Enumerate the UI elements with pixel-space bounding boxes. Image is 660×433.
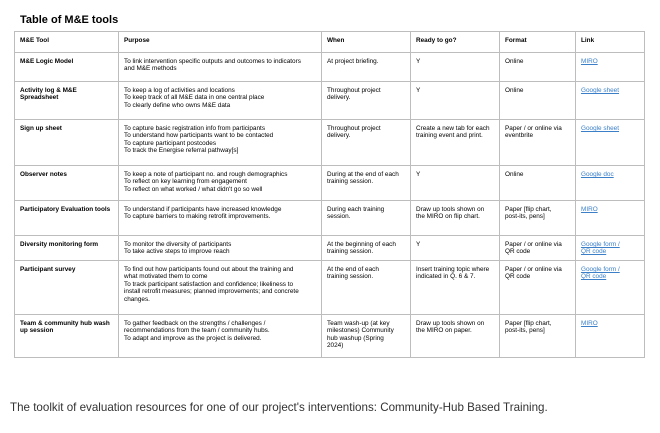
format-line: Online bbox=[505, 171, 524, 178]
purpose-line: To reflect on key learning from engagement bbox=[124, 178, 247, 186]
ready-line: Y bbox=[416, 171, 421, 178]
link-cell bbox=[576, 201, 645, 236]
ready-line: the MIRO on paper. bbox=[416, 327, 472, 335]
purpose-line: To capture participant postcodes bbox=[124, 139, 217, 147]
purpose-line: recommendations from the team / community hubs. bbox=[124, 327, 270, 335]
column-header: Link bbox=[576, 32, 645, 53]
resource-link[interactable]: MIRO bbox=[581, 206, 598, 213]
link-cell bbox=[576, 120, 645, 166]
format-cell bbox=[500, 82, 576, 120]
format-cell bbox=[500, 166, 576, 201]
when-line: Team wash-up (at key bbox=[327, 320, 390, 327]
table-title: Table of M&E tools bbox=[20, 14, 119, 26]
purpose-line: To capture barriers to making retrofit improvements. bbox=[124, 213, 271, 221]
header-row bbox=[15, 32, 645, 53]
purpose-cell bbox=[119, 201, 322, 236]
format-cell bbox=[500, 261, 576, 315]
image-caption: The toolkit of evaluation resources for one of our project's interventions: Community-Hub Based Training. bbox=[10, 401, 548, 414]
format-cell bbox=[500, 53, 576, 82]
purpose-line: To understand how participants want to be contacted bbox=[124, 132, 274, 140]
me-tools-table bbox=[14, 31, 645, 358]
ready-line: Draw up tools shown on bbox=[416, 206, 485, 213]
resource-link[interactable]: Google sheet bbox=[581, 87, 620, 94]
when-line: Throughout project bbox=[327, 87, 381, 94]
when-cell bbox=[322, 82, 411, 120]
resource-link[interactable]: Google form / bbox=[581, 241, 620, 248]
purpose-line: To gather feedback on the strengths / challenges / bbox=[124, 320, 266, 327]
resource-link[interactable]: MIRO bbox=[581, 320, 598, 327]
ready-cell bbox=[411, 82, 500, 120]
purpose-line: what motivated them to come bbox=[124, 273, 208, 281]
when-line: At the beginning of each bbox=[327, 241, 396, 248]
purpose-line: To understand if participants have increased knowledge bbox=[124, 206, 282, 213]
when-cell bbox=[322, 236, 411, 261]
resource-link[interactable]: MIRO bbox=[581, 58, 598, 65]
table-row bbox=[15, 53, 645, 82]
purpose-line: To clearly define who owns M&E data bbox=[124, 101, 231, 109]
ready-line: Draw up tools shown on bbox=[416, 320, 485, 327]
table-row bbox=[15, 201, 645, 236]
ready-line: training event and print. bbox=[416, 132, 483, 140]
ready-line: Create a new tab for each bbox=[416, 125, 490, 132]
format-line: Paper [flip chart, bbox=[505, 320, 552, 327]
purpose-line: To keep track of all M&E data in one central place bbox=[124, 94, 265, 102]
resource-link[interactable]: Google form / bbox=[581, 266, 620, 273]
ready-cell bbox=[411, 120, 500, 166]
when-line: training session. bbox=[327, 178, 374, 186]
link-cell bbox=[576, 261, 645, 315]
when-cell bbox=[322, 53, 411, 82]
when-cell bbox=[322, 120, 411, 166]
resource-link[interactable]: Google doc bbox=[581, 171, 614, 178]
format-cell bbox=[500, 120, 576, 166]
ready-cell bbox=[411, 53, 500, 82]
ready-line: Y bbox=[416, 241, 421, 248]
link-cell bbox=[576, 53, 645, 82]
purpose-line: changes. bbox=[124, 295, 150, 303]
column-header: M&E Tool bbox=[15, 32, 119, 53]
when-line: training session. bbox=[327, 273, 374, 281]
when-cell bbox=[322, 201, 411, 236]
format-line: eventbrite bbox=[505, 132, 534, 140]
format-line: Paper / or online via bbox=[505, 125, 562, 132]
purpose-line: To take active steps to improve reach bbox=[124, 248, 230, 256]
when-line: delivery. bbox=[327, 94, 351, 102]
purpose-line: To link intervention specific outputs and outcomes to indicators bbox=[124, 58, 301, 65]
resource-link[interactable]: QR code bbox=[581, 248, 607, 256]
purpose-line: To keep a note of participant no. and rough demographics bbox=[124, 171, 288, 178]
format-line: QR code bbox=[505, 273, 531, 281]
ready-line: Y bbox=[416, 58, 421, 65]
tool-name-cell: Participatory Evaluation tools bbox=[15, 201, 119, 236]
purpose-line: To adapt and improve as the project is delivered. bbox=[124, 334, 262, 342]
purpose-cell bbox=[119, 166, 322, 201]
when-line: 2024) bbox=[327, 342, 344, 350]
tool-name-cell: Diversity monitoring form bbox=[15, 236, 119, 261]
purpose-line: To find out how participants found out about the training and bbox=[124, 266, 294, 273]
purpose-cell bbox=[119, 236, 322, 261]
format-cell bbox=[500, 201, 576, 236]
when-cell bbox=[322, 261, 411, 315]
when-line: delivery. bbox=[327, 132, 351, 140]
purpose-line: To keep a log of activities and locations bbox=[124, 87, 235, 94]
link-cell bbox=[576, 315, 645, 358]
column-header: Ready to go? bbox=[411, 32, 500, 53]
tool-name-cell: Sign up sheet bbox=[15, 120, 119, 166]
format-line: Paper / or online via bbox=[505, 266, 562, 273]
purpose-line: To track participant satisfaction and confidence; likeliness to bbox=[124, 280, 294, 288]
resource-link[interactable]: Google sheet bbox=[581, 125, 620, 132]
when-line: At project briefing. bbox=[327, 58, 379, 65]
purpose-line: To reflect on what worked / what didn't go so well bbox=[124, 185, 263, 193]
ready-cell bbox=[411, 261, 500, 315]
when-cell bbox=[322, 315, 411, 358]
tool-name-cell: Activity log & M&E Spreadsheet bbox=[15, 82, 119, 120]
ready-line: the MIRO on flip chart. bbox=[416, 213, 480, 221]
when-line: training session. bbox=[327, 248, 374, 256]
ready-line: Y bbox=[416, 87, 421, 94]
purpose-cell bbox=[119, 120, 322, 166]
column-header: Purpose bbox=[119, 32, 322, 53]
table-row bbox=[15, 315, 645, 358]
table-row bbox=[15, 261, 645, 315]
format-line: Paper / or online via bbox=[505, 241, 562, 248]
link-cell bbox=[576, 82, 645, 120]
format-line: Online bbox=[505, 87, 524, 94]
purpose-cell bbox=[119, 53, 322, 82]
purpose-line: To capture basic registration info from participants bbox=[124, 125, 266, 132]
ready-cell bbox=[411, 236, 500, 261]
when-line: During each training bbox=[327, 206, 385, 213]
resource-link[interactable]: QR code bbox=[581, 273, 607, 281]
ready-line: indicated in Q. 6 & 7. bbox=[416, 273, 476, 281]
when-cell bbox=[322, 166, 411, 201]
link-cell bbox=[576, 236, 645, 261]
when-line: session. bbox=[327, 213, 351, 221]
column-header: Format bbox=[500, 32, 576, 53]
ready-line: Insert training topic where bbox=[416, 266, 490, 273]
tool-name-cell: Participant survey bbox=[15, 261, 119, 315]
tool-name-cell: Team & community hub wash up session bbox=[15, 315, 119, 358]
format-cell bbox=[500, 315, 576, 358]
tool-name-cell: Observer notes bbox=[15, 166, 119, 201]
format-line: post-its, pens] bbox=[505, 213, 545, 221]
purpose-cell bbox=[119, 315, 322, 358]
purpose-cell bbox=[119, 82, 322, 120]
table-row bbox=[15, 82, 645, 120]
format-line: Online bbox=[505, 58, 524, 65]
link-cell bbox=[576, 166, 645, 201]
format-line: post-its, pens] bbox=[505, 327, 545, 335]
ready-cell bbox=[411, 201, 500, 236]
when-line: Throughout project bbox=[327, 125, 381, 132]
purpose-line: install retrofit measures; planned improvements; and concrete bbox=[124, 288, 299, 296]
tool-name-cell: M&E Logic Model bbox=[15, 53, 119, 82]
when-line: milestones) Community bbox=[327, 327, 394, 335]
purpose-line: To monitor the diversity of participants bbox=[124, 241, 232, 248]
format-line: Paper [flip chart, bbox=[505, 206, 552, 213]
purpose-cell bbox=[119, 261, 322, 315]
ready-cell bbox=[411, 315, 500, 358]
table-row bbox=[15, 166, 645, 201]
when-line: At the end of each bbox=[327, 266, 379, 273]
table-row bbox=[15, 236, 645, 261]
ready-cell bbox=[411, 166, 500, 201]
when-line: During at the end of each bbox=[327, 171, 399, 178]
purpose-line: To track the Energise referral pathway[s] bbox=[124, 147, 239, 155]
format-cell bbox=[500, 236, 576, 261]
purpose-line: and M&E methods bbox=[124, 65, 177, 73]
when-line: hub washup (Spring bbox=[327, 334, 384, 342]
table-row bbox=[15, 120, 645, 166]
column-header: When bbox=[322, 32, 411, 53]
format-line: QR code bbox=[505, 248, 531, 256]
